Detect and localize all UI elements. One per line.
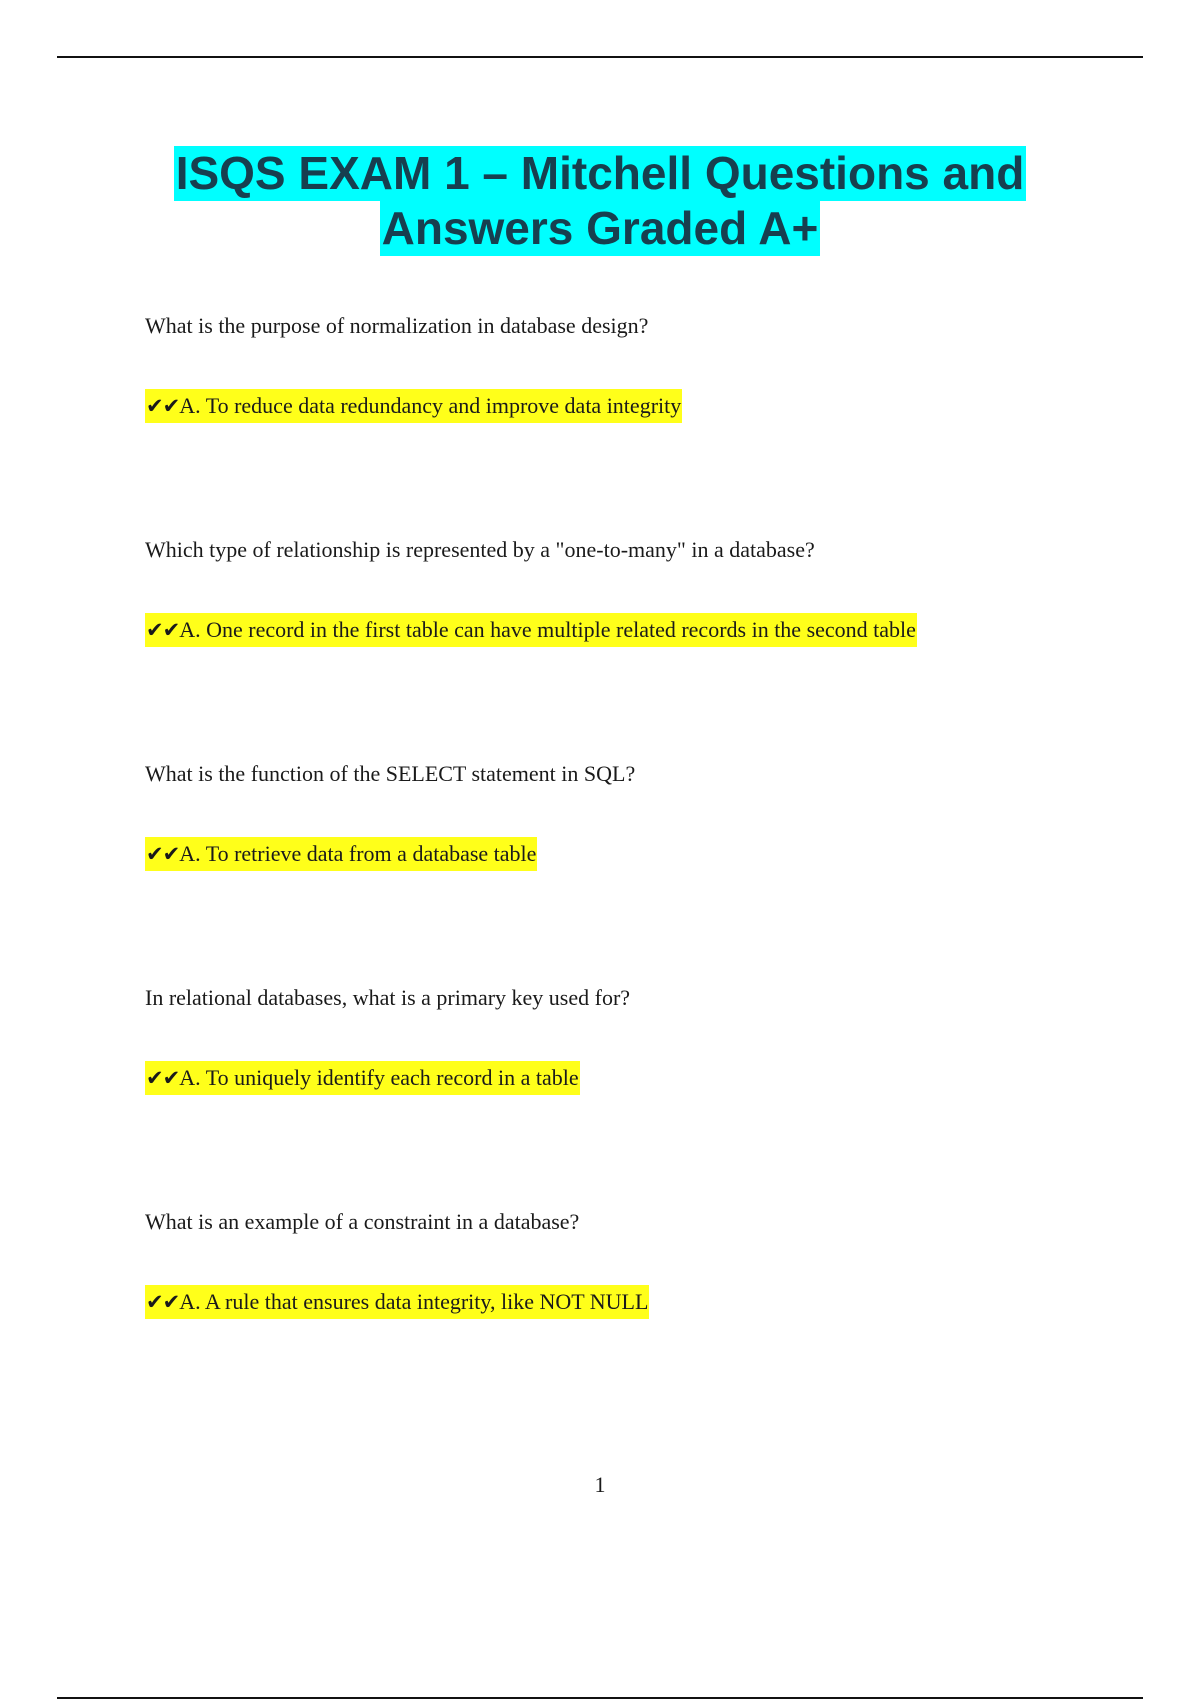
answer-label: A. To reduce data redundancy and improve data integrity	[179, 393, 682, 418]
answer-highlight	[145, 837, 537, 871]
qa-item-5	[145, 1209, 1105, 1314]
answer-text	[145, 613, 917, 647]
answer-highlight	[145, 389, 682, 423]
answer-highlight	[145, 613, 917, 647]
double-check-icon: ✔✔	[146, 1066, 180, 1090]
answer-text	[145, 1285, 649, 1319]
answer-highlight	[145, 1061, 580, 1095]
answer-highlight	[145, 1285, 649, 1319]
question-text: What is an example of a constraint in a database?	[145, 1209, 580, 1234]
answer-label: A. To uniquely identify each record in a table	[179, 1065, 579, 1090]
document-title	[57, 146, 1143, 256]
double-check-icon: ✔✔	[146, 842, 180, 866]
question-text: Which type of relationship is represented by a "one-to-many" in a database?	[145, 537, 815, 562]
bottom-rule	[57, 1697, 1143, 1699]
answer-text	[145, 1061, 580, 1095]
top-rule	[57, 56, 1143, 58]
title-line-2: Answers Graded A+	[381, 202, 819, 254]
double-check-icon: ✔✔	[146, 1290, 180, 1314]
answer-text	[145, 389, 682, 423]
qa-item-2	[145, 537, 1105, 642]
title-line-1: ISQS EXAM 1 – Mitchell Questions and	[175, 147, 1025, 199]
double-check-icon: ✔✔	[146, 394, 180, 418]
question-text: What is the purpose of normalization in database design?	[145, 313, 649, 338]
answer-text	[145, 837, 537, 871]
qa-item-3	[145, 761, 1105, 866]
answer-label: A. A rule that ensures data integrity, like NOT NULL	[179, 1289, 649, 1314]
question-text: What is the function of the SELECT statement in SQL?	[145, 761, 636, 786]
double-check-icon: ✔✔	[146, 618, 180, 642]
answer-label: A. One record in the first table can have multiple related records in the second table	[179, 617, 916, 642]
page-number: 1	[594, 1472, 606, 1497]
qa-item-4	[145, 985, 1105, 1090]
qa-item-1	[145, 313, 1105, 418]
answer-label: A. To retrieve data from a database table	[179, 841, 537, 866]
question-text: In relational databases, what is a primary key used for?	[145, 985, 631, 1010]
